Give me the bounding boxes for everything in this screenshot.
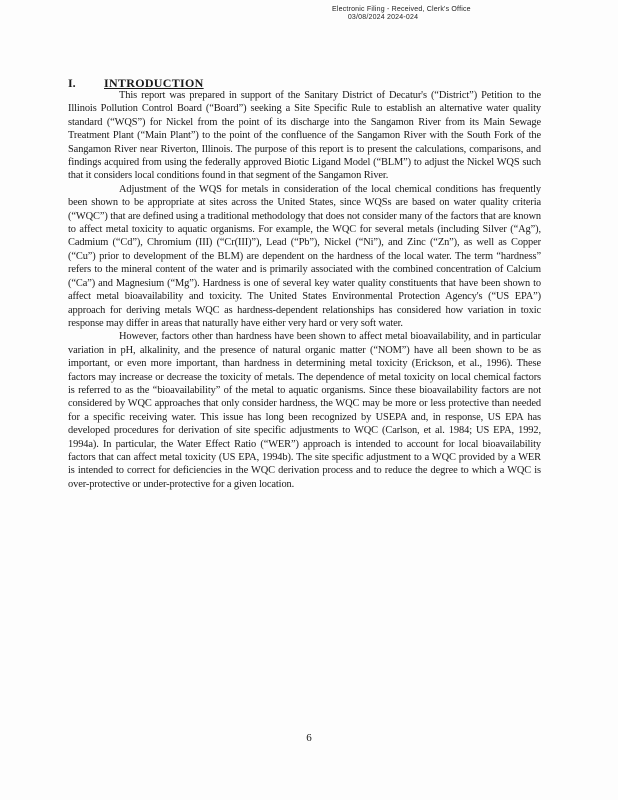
- section-heading: [68, 76, 204, 90]
- filing-stamp-line2: 03/08/2024 2024-024: [347, 14, 419, 21]
- document-body: [68, 89, 541, 491]
- paragraph: Adjustment of the WQS for metals in consideration of the local chemical conditions has frequently been shown to be appropriate at sites across the United States, since WQSs are based on water quality criteria (“WQC”) that are defined using a traditional methodology that does not consider many of the factors that are known to affect metal toxicity to aquatic organisms. For example, the WQC for several metals (including Silver (“Ag”), Cadmium (“Cd”), Chromium (III) (“Cr(III)”), Lead (“Pb”), Nickel (“Ni”), and Zinc (“Zn”), as well as Copper (“Cu”) prior to development of the BLM) are dependent on the hardness of the local water. The term “hardness” refers to the mineral content of the water and is primarily associated with the combined concentration of Calcium (“Ca”) and Magnesium (“Mg”). Hardness is one of several key water quality constituents that have been shown to affect metal bioavailability and toxicity. The United States Environmental Protection Agency's (“US EPA”) approach for deriving metals WQC as hardness-dependent relationships has considered how variation in toxic response may differ in areas that naturally have either very hard or very soft water.: [68, 183, 541, 329]
- paragraph: However, factors other than hardness have been shown to affect metal bioavailability, and in particular variation in pH, alkalinity, and the presence of natural organic matter (“NOM”) have all been shown to be as important, or even more important, than hardness in determining metal toxicity (Erickson, et al., 1996). These factors may increase or decrease the toxicity of metals. The dependence of metal toxicity on local chemical factors is referred to as the “bioavailability” of the metal to aquatic organisms. Since these bioavailability factors are not considered by WQC approaches that only consider hardness, the WQC may be more or less protective than needed for a specific receiving water. This issue has long been recognized by USEPA and, in response, US EPA has developed procedures for derivation of site specific adjustments to WQC (Carlson, et al. 1984; US EPA, 1992, 1994a). In particular, the Water Effect Ratio (“WER”) approach is intended to account for local bioavailability factors that can affect metal toxicity (US EPA, 1994b). The site specific adjustment to a WQC provided by a WER is intended to correct for deficiencies in the WQC derivation process and to reduce the degree to which a WQC is over-protective or under-protective for a given location.: [68, 331, 541, 490]
- paragraph: This report was prepared in support of the Sanitary District of Decatur's (“District”) Petition to the Illinois Pollution Control Board (“Board”) seeking a Site Specific Rule to establish an alternative water quality standard (“WQS”) for Nickel from the point of its discharge into the Sangamon River from its Main Sewage Treatment Plant (“Main Plant”) to the point of the confluence of the Sangamon River with the South Fork of the Sangamon River near Riverton, Illinois. The purpose of this report is to present the calculations, comparisons, and findings acquired from using the federally approved Biotic Ligand Model (“BLM”) to adjust the Nickel WQS such that it considers local conditions found in that segment of the Sangamon River.: [68, 90, 541, 182]
- filing-stamp: [332, 6, 471, 22]
- filing-stamp-line1: Electronic Filing - Received, Clerk's Office: [332, 6, 471, 13]
- section-title: INTRODUCTION: [104, 76, 204, 90]
- section-number: I.: [68, 76, 76, 90]
- page-number: 6: [306, 732, 312, 744]
